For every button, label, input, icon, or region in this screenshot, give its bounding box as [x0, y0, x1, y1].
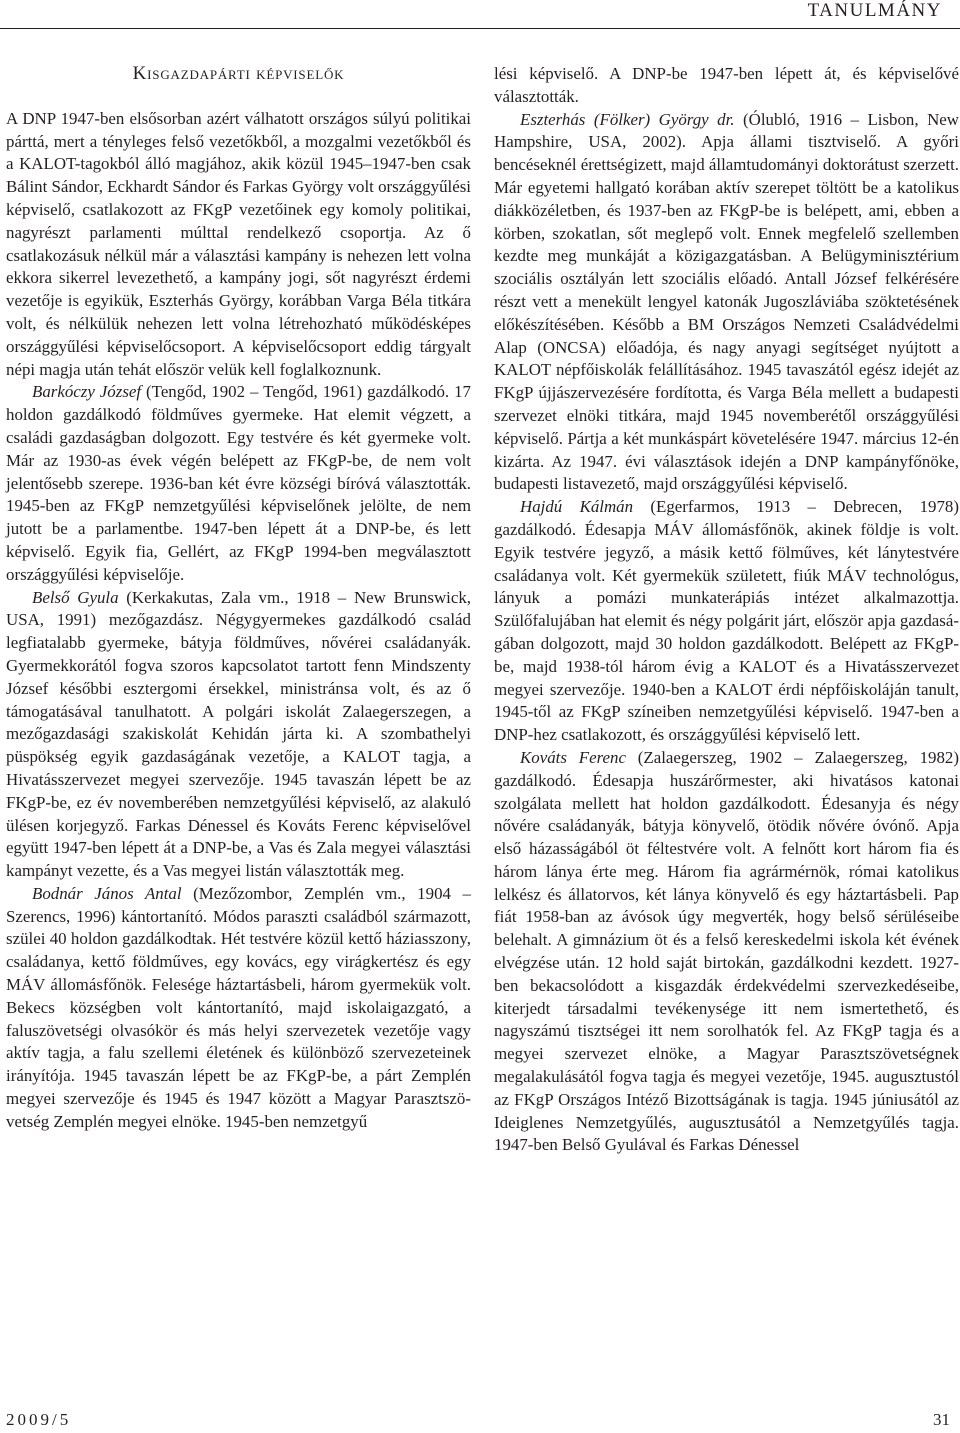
biography-entry: [494, 109, 959, 497]
person-name: Barkóczy József: [32, 382, 142, 402]
biography-text: (Zalaegerszeg, 1902 – Zalaegerszeg, 1982) gazdálkodó. Édesapja huszárőrmester, aki hivatásos katonai szolgálata mellett hat holdon gazdálkodott. Édesanyja és négy nővére családanyák, bátyja könyvelő, ötödik nővére óvónő. Apja első házasságából öt féltestvére volt. A felnőtt kort három fia és három lánya érte meg. Három fia agrármérnök, római katolikus lelkész és állatorvos, két lánya könyvelő és egy háztartásbeli. Pap fiát 1958-ban az ávósok úgy megverték, hogy belső sérüléseibe belehalt. A gimnázium öt és a felső kereskedelmi iskola két évének elvégzése után. 12 hold saját birtokán, gazdálkodni kezdett. 1927-ben bekacsolódott a kisgazdák érdekvédelmi szervezkedéseibe, kiterjedt társadalmi tevékenysége itt nem ismertethető, és nagyszámú tisztségei itt nem sorolhatók fel. Az FKgP tagja és a megyei szervezet elnöke, a Magyar Parasztszövetségnek megalakulásától fogva tagja és megyei vezetője, 1945. augusztustól az FKgP Országos Intéző Bizottságának is tagja. 1945 júniusától az Ideiglenes Nemzetgyűlés, augusztusától a Nemzetgyűlés tagja. 1947-ben Belső Gyulával és Farkas Dénessel: [494, 747, 960, 1155]
biography-entry: [6, 381, 471, 586]
biography-text: (Ólubló, 1916 – Lisbon, New Hampshire, USA, 2002). Apja állami tisztviselő. A győri bencéseknél érettségizett, majd államtudományi doktorátust szerzett. Már egyetemi hallgató korában aktív szerepet töltött be a katolikus diákközéletben, és 1937-ben az FKgP-be is belépett, ami, ebben a körben, szokatlan, sőt meglepő volt. Ennek megfelelő szellemben kezdte meg munkáját a közigazgatásban. A Belügyminisztérium szociális osztályán lett szociális előadó. Antall József felkérésére részt vett a menekült lengyel katonák Jugoszláviába szöktetésének előkészítésében. Később a BM Országos Nemzeti Családvédelmi Alap (ONCSA) előadója, és nagy anyagi segítséget nyújtott a KALOT népfőiskolák felállításához. 1945 tavaszától egész idejét az FKgP újjászervezésére fordította, és Varga Béla mellett a budapesti szervezet elnöki titkára, majd 1945 novemberétől országgyűlési képviselő. Pártja a két munkáspárt követelésére 1947. március 12-én kizárta. Az 1947. évi választások idején a DNP kampányfőnöke, budapesti listavezető, majd országgyűlési képviselő.: [494, 109, 959, 494]
person-name: Eszterhás (Fölker) György dr.: [520, 109, 735, 129]
biography-text: (Kerkakutas, Zala vm., 1918 – New Brunswick, USA, 1991) mezőgazdász. Négygyermekes gazdálkodó család legfiatalabb gyermeke, bátyja földműves, nővérei családanyák. Gyermekkorától fogva szoros kapcsolatot tartott fenn Mindszenty József későbbi esztergomi érsekkel, ministránsa volt, és az ő támogatásával tanulhatott. A polgári iskolát Zalaegerszegen, a mezőgazdasági szakiskolát Kehidán járta ki. A szombathelyi püspökség egyik gazdaságának vezetője, a KALOT tagja, a Hivatásszervezet megyei szervezője. 1945 tavaszán lépett be az FKgP-be, ez év novemberében nemzetgyűlési képviselő, az alakuló ülésen korjegyző. Farkas Dénessel és Kováts Ferenc képviselővel együtt 1947-ben lépett át a DNP-be, a Vas és Zala megyei választási kampányt vezette, és a Vas megyei listán választották meg.: [6, 587, 471, 881]
footer-issue-number: 2009/5: [6, 1410, 72, 1429]
left-column: [6, 63, 471, 1134]
page-header-label: TANULMÁNY: [807, 0, 942, 21]
biography-entry: [6, 587, 471, 883]
continued-paragraph: lési képviselő. A DNP-be 1947-ben lépett át, és képviselővé választották.: [494, 64, 959, 106]
biography-text: (Egerfarmos, 1913 – Debrecen, 1978) gazdálkodó. Édesapja MÁV állomásfőnök, akinek földje is volt. Egyik testvére jegyző, a másik kettő fölműves, két lánytestvére családanya volt. Két gyermekük született, fiúk MÁV technológus, lányuk a pomázi munkaterápiás intézet alkalmazottja. Szülőfalujában hat elemit és négy polgárit járt, először apja gazdaságában dolgozott, majd 30 holdon gazdálkodott. Belépett az FKgP-be, majd 1938-tól három évig a KALOT és a Hivatásszervezet megyei szervezője. 1940-ben a KALOT érdi népfőiskoláján tanult, 1945-től az FKgP színeiben nemzetgyűlési képviselő. 1947-ben a DNP-hez csatlakozott, és országgyűlési képviselő lett.: [494, 497, 959, 745]
person-name: Belső Gyula: [32, 587, 119, 607]
intro-paragraph: A DNP 1947-ben elsősorban azért válhatott országos súlyú politikai párttá, mert a tényleges felső vezetőkből, a mozgalmi vezetőkből és a KALOT-tagokból álló magjához, akik közül 1945–1947-ben csak Bálint Sándor, Eckhardt Sándor és Farkas György volt országgyűlési képviselő, csatlakozott az FKgP vezetőinek egy komoly politikai, nagyrészt parlamenti múlttal rendelkező csoportja. Az ő csatlakozásuk nélkül már a választási kampány is nehezen lett volna ekkora sikerrel levezethető, a kampány jogi, sőt nagyrészt érdemi vezetője is egyikük, Eszterhás György, korábban Varga Béla titkára volt, és nélkülük nehezen lett volna létrehozható működésképes országgyűlési képviselőcsoport. A képviselőcsoport eddig tárgyalt népi magja után tehát először velük kell foglalkoznunk.: [6, 108, 471, 379]
person-name: Bodnár János Antal: [32, 883, 182, 903]
footer-page-number: 31: [933, 1410, 950, 1429]
biography-text: (Tengőd, 1902 – Tengőd, 1961) gazdálkodó. 17 holdon gazdálkodó földműves gyermeke. Hat elemit végzett, a családi gazdaságban dolgozott. Egy testvére és két gyermeke volt. Már az 1930-as évek végén belépett az FKgP-be, de nem volt jelentősebb szerepe. 1936-ban két évre községi bíróvá választották. 1945-ben az FKgP nemzetgyűlési képviselőnek jelölte, de nem jutott be a parlamentbe. 1947-ben lépett át a DNP-be, és lett képviselő. Egyik fia, Gellért, az FKgP 1994-ben megválasztott országgyűlési képviselője.: [6, 382, 471, 584]
biography-entry: [494, 747, 959, 1157]
biography-entry: [494, 496, 959, 747]
section-title: Kisgazdapárti képviselők: [132, 63, 345, 84]
biography-text: (Mezőzombor, Zemplén vm., 1904 – Szerencs, 1996) kántortanító. Módos paraszti családból származott, szülei 40 holdon gazdálkodtak. Hét testvére közül kettő háziasszony, családanya, kettő földműves, egy kovács, egy virágkertész és egy MÁV állomásfőnök. Felesége háztartásbeli, három gyermekük volt. Bekecs községben volt kántortanító, majd iskolaigazgató, a faluszövetségi olvasókör és más helyi szervezetek vezetője vagy aktív tagja, a falu szellemi életének és különböző szervezeteinek irányítója. 1945 tavaszán lépett be az FKgP-be, a párt Zemplén megyei szervezője és 1945 és 1947 között a Magyar Parasztszövetség Zemplén megyei elnöke. 1945-ben nemzetgyű: [6, 883, 471, 1131]
person-name: Hajdú Kálmán: [520, 497, 634, 517]
header-rule: [0, 28, 960, 29]
biography-entry: [6, 883, 471, 1134]
right-column: [494, 63, 959, 1157]
person-name: Kováts Ferenc: [520, 747, 626, 767]
